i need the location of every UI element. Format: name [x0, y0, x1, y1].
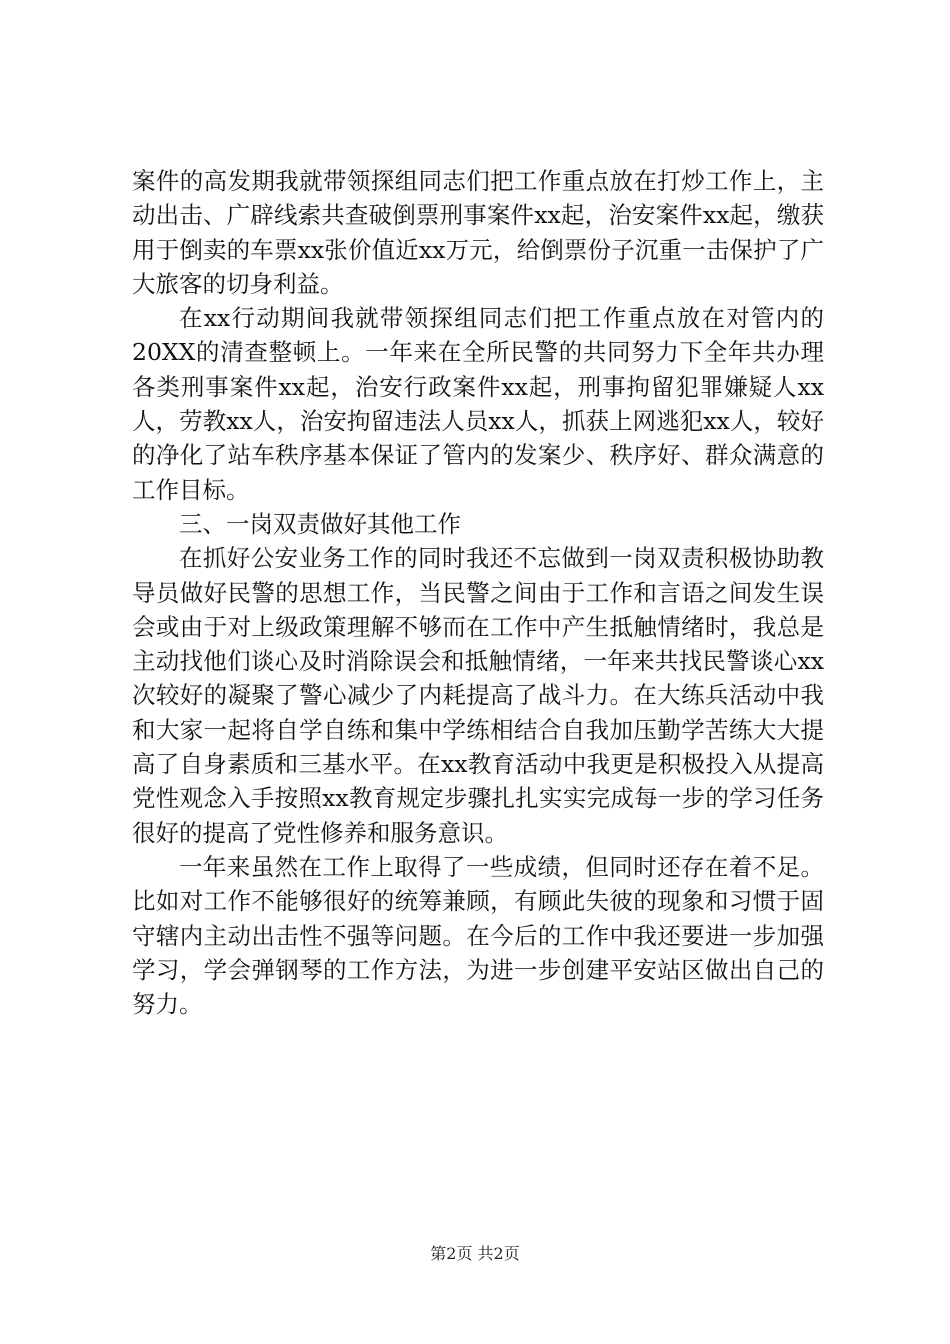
section-heading-other-work: 三、一岗双责做好其他工作 — [179, 509, 461, 538]
paragraph-shortcomings: 一年来虽然在工作上取得了一些成绩，但同时还存在着不足。比如对工作不能够很好的统筹兼顾，有顾此失彼的现象和习惯于固守辖内主动出击性不强等问题。在今后的工作中我还要进一步加强学习，学会弹钢琴的工作方法，为进一步创建平安站区做出自己的努力。 — [132, 852, 824, 1019]
page-number-footer: 第2页 共2页 — [430, 1244, 520, 1263]
paragraph-operation-results: 在xx行动期间我就带领探组同志们把工作重点放在对管内的20XX的清查整顿上。一年来在全所民警的共同努力下全年共办理各类刑事案件xx起，治安行政案件xx起，刑事拘留犯罪嫌疑人xx人，劳教xx人，治安拘留违法人员xx人，抓获上网逃犯xx人，较好的净化了站车秩序基本保证了管内的发案少、秩序好、群众满意的工作目标。 — [132, 304, 824, 504]
paragraph-dual-responsibility: 在抓好公安业务工作的同时我还不忘做到一岗双责积极协助教导员做好民警的思想工作，当民警之间由于工作和言语之间发生误会或由于对上级政策理解不够而在工作中产生抵触情绪时，我总是主动找他们谈心及时消除误会和抵触情绪，一年来共找民警谈心xx次较好的凝聚了警心减少了内耗提高了战斗力。在大练兵活动中我和大家一起将自学自练和集中学练相结合自我加压勤学苦练大大提高了自身素质和三基水平。在xx教育活动中我更是积极投入从提高党性观念入手按照xx教育规定步骤扎扎实实完成每一步的学习任务很好的提高了党性修养和服务意识。 — [132, 544, 824, 847]
document-body — [132, 164, 824, 1021]
paragraph-continuation: 案件的高发期我就带领探组同志们把工作重点放在打炒工作上，主动出击、广辟线索共查破倒票刑事案件xx起，治安案件xx起，缴获用于倒卖的车票xx张价值近xx万元，给倒票份子沉重一击保护了广大旅客的切身利益。 — [132, 167, 824, 298]
